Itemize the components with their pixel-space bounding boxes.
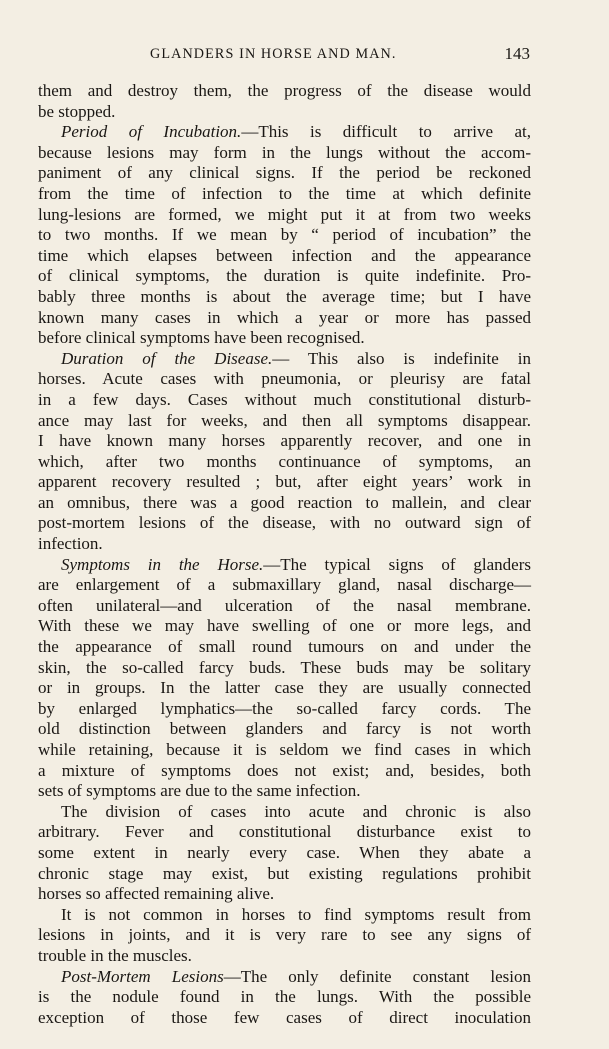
text-line	[38, 225, 531, 246]
line-text: a mixture of symptoms does not exist; and, besides, both	[38, 760, 531, 780]
text-line	[38, 493, 531, 514]
line-text: is the nodule found in the lungs. With the possible	[38, 987, 531, 1007]
line-text: time which elapses between infection and the appearance	[38, 245, 531, 265]
page-number: 143	[504, 44, 530, 63]
text-line	[38, 534, 531, 555]
line-text: some extent in nearly every case. When they abate a	[38, 842, 531, 862]
text-line	[38, 822, 531, 843]
section-heading: Period of Incubation.	[61, 122, 242, 142]
text-line	[38, 205, 531, 226]
text-line	[38, 369, 531, 390]
line-text: be stopped.	[38, 101, 116, 121]
text-line	[38, 761, 531, 782]
line-text: exception of those few cases of direct inoculation	[38, 1007, 531, 1027]
line-text: often unilateral—and ulceration of the nasal membrane.	[38, 595, 531, 615]
text-line	[38, 1008, 531, 1029]
line-text: chronic stage may exist, but existing regulations prohibit	[38, 863, 531, 883]
text-line	[38, 678, 531, 699]
section-heading: Duration of the Disease.	[61, 348, 273, 368]
line-text: I have known many horses apparently recover, and one in	[38, 431, 531, 451]
text-line	[38, 987, 531, 1008]
section-heading: Post-Mortem Lesions	[61, 966, 224, 986]
line-text: ance may last for weeks, and then all symptoms disappear.	[38, 410, 531, 430]
line-text: them and destroy them, the progress of the disease would	[38, 81, 531, 100]
line-text: lung-lesions are formed, we might put it at from two weeks	[38, 204, 531, 224]
section-heading-line	[38, 122, 531, 143]
text-line	[38, 452, 531, 473]
text-line	[38, 946, 531, 967]
text-line	[38, 864, 531, 885]
line-text: horses. Acute cases with pneumonia, or pleurisy are fatal	[38, 369, 531, 389]
text-line	[38, 658, 531, 679]
body-text	[38, 81, 531, 1028]
text-line	[38, 740, 531, 761]
section-heading-line	[38, 349, 531, 370]
line-text: sets of symptoms are due to the same infection.	[38, 781, 361, 801]
text-line	[38, 925, 531, 946]
text-line	[38, 884, 531, 905]
running-head: GLANDERS IN HORSE AND MAN.	[150, 46, 397, 62]
line-text: — This also is indefinite in	[272, 348, 531, 368]
text-line	[38, 781, 531, 802]
text-line	[38, 802, 531, 823]
text-line	[38, 390, 531, 411]
text-line	[38, 308, 531, 329]
line-text: because lesions may form in the lungs without the accom-	[38, 142, 531, 162]
section-heading-line	[38, 555, 531, 576]
text-line	[38, 637, 531, 658]
line-text: With these we may have swelling of one or more legs, and	[38, 616, 531, 636]
line-text: apparent recovery resulted ; but, after eight years’ work in	[38, 472, 531, 492]
line-text: —This is difficult to arrive at,	[241, 122, 531, 142]
line-text: are enlargement of a submaxillary gland, nasal discharge—	[38, 575, 531, 595]
line-text: to two months. If we mean by “ period of incubation” the	[38, 225, 531, 245]
text-line	[38, 287, 531, 308]
line-text: paniment of any clinical signs. If the period be reckoned	[38, 163, 531, 183]
line-text: bably three months is about the average time; but I have	[38, 286, 531, 306]
text-line	[38, 163, 531, 184]
line-text: by enlarged lymphatics—the so-called farcy cords. The	[38, 698, 531, 718]
line-text: of clinical symptoms, the duration is quite indefinite. Pro-	[38, 266, 531, 286]
text-line	[38, 81, 531, 102]
line-text: from the time of infection to the time at which definite	[38, 183, 531, 203]
line-text: the appearance of small round tumours on and under the	[38, 637, 531, 657]
section-heading-line	[38, 967, 531, 988]
line-text: an omnibus, there was a good reaction to mallein, and clear	[38, 492, 531, 512]
line-text: arbitrary. Fever and constitutional disturbance exist to	[38, 822, 531, 842]
text-line	[38, 411, 531, 432]
text-line	[38, 575, 531, 596]
text-line	[38, 246, 531, 267]
line-text: post-mortem lesions of the disease, with no outward sign of	[38, 513, 531, 533]
page-header	[38, 44, 530, 68]
text-line	[38, 699, 531, 720]
line-text: trouble in the muscles.	[38, 945, 192, 965]
line-text: lesions in joints, and it is very rare to see any signs of	[38, 925, 531, 945]
text-line	[38, 616, 531, 637]
text-line	[38, 328, 531, 349]
line-text: The division of cases into acute and chronic is also	[61, 801, 531, 821]
text-line	[38, 266, 531, 287]
line-text: known many cases in which a year or more has passed	[38, 307, 531, 327]
section-heading: Symptoms in the Horse.	[61, 554, 264, 574]
text-line	[38, 143, 531, 164]
text-line	[38, 472, 531, 493]
line-text: before clinical symptoms have been recognised.	[38, 328, 365, 348]
line-text: horses so affected remaining alive.	[38, 884, 275, 904]
line-text: which, after two months continuance of symptoms, an	[38, 451, 531, 471]
line-text: infection.	[38, 534, 103, 554]
line-text: —The only definite constant lesion	[223, 966, 531, 986]
line-text: old distinction between glanders and farcy is not worth	[38, 719, 531, 739]
text-line	[38, 596, 531, 617]
text-line	[38, 102, 531, 123]
line-text: It is not common in horses to find symptoms result from	[61, 904, 531, 924]
text-line	[38, 719, 531, 740]
line-text: skin, the so-called farcy buds. These buds may be solitary	[38, 657, 531, 677]
line-text: or in groups. In the latter case they are usually connected	[38, 678, 531, 698]
text-line	[38, 431, 531, 452]
text-line	[38, 905, 531, 926]
text-line	[38, 843, 531, 864]
line-text: —The typical signs of glanders	[263, 554, 531, 574]
text-line	[38, 513, 531, 534]
line-text: while retaining, because it is seldom we find cases in which	[38, 740, 531, 759]
text-line	[38, 184, 531, 205]
line-text: in a few days. Cases without much constitutional disturb-	[38, 389, 531, 409]
